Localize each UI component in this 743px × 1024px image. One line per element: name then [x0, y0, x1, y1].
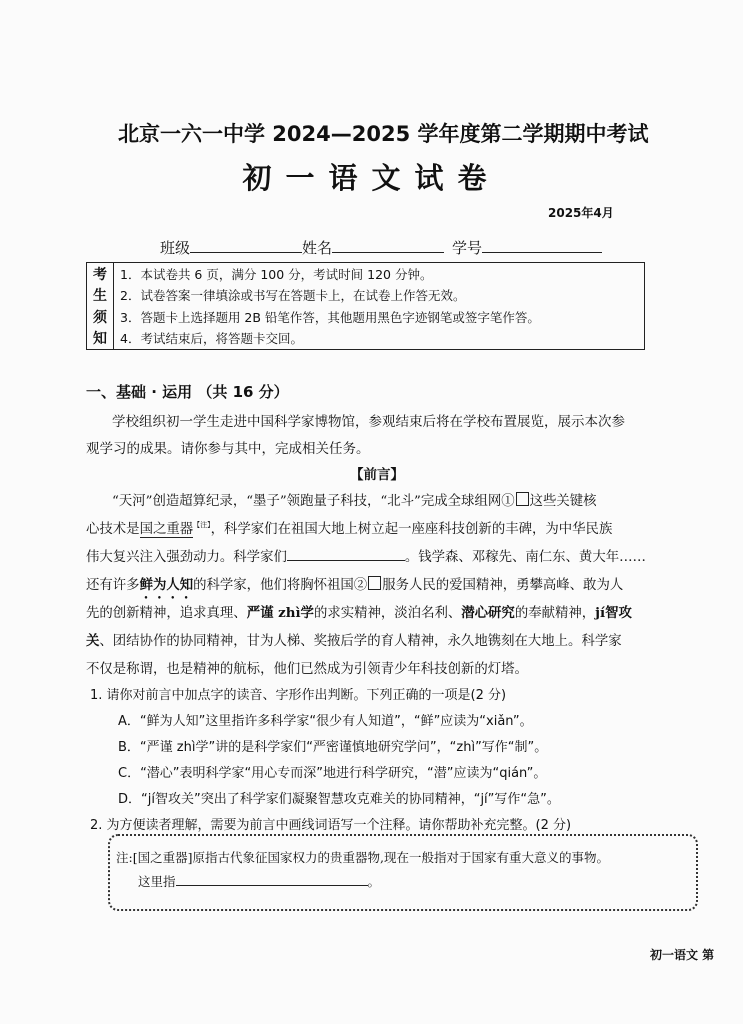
dotted-word: 潜心研究 — [461, 605, 515, 621]
section-heading: 一、基础 · 运用 （共 16 分） — [86, 383, 289, 401]
preface-text: 先的创新精神，追求真理、 — [86, 606, 247, 621]
option-d[interactable]: D．“jí智攻关”突出了科学家们凝聚智慧攻克难关的协同精神，“jí”写作“急”。 — [118, 792, 560, 807]
paper-title: 初一语文试卷 — [242, 161, 501, 195]
page-footer: 初一语文 第 — [650, 948, 715, 962]
preface-text: 心技术是 — [86, 522, 140, 537]
class-field[interactable] — [190, 238, 302, 253]
preface-line — [86, 574, 623, 602]
preface-text: 还有许多 — [86, 578, 140, 593]
annotation-prefix: 这里指 — [138, 874, 176, 889]
student-info-fields — [160, 237, 602, 258]
annotation-answer-blank[interactable] — [176, 873, 368, 886]
preface-text: 的求实精神，淡泊名利、 — [313, 606, 462, 621]
dotted-word: 鲜为人知 — [139, 577, 194, 593]
notice-item: 4．考试结束后，将答题卡交回。 — [120, 331, 303, 347]
preface-title: 【前言】 — [350, 467, 404, 483]
notice-side-label — [87, 263, 114, 349]
preface-line — [86, 630, 622, 649]
dotted-word: jí智攻 — [595, 605, 632, 621]
preface-line — [86, 602, 632, 621]
preface-text: 的科学家，他们将胸怀祖国② — [193, 578, 368, 593]
annotation-answer-line — [138, 872, 380, 890]
notice-item: 2．试卷答案一律填涂或书写在答题卡上，在试卷上作答无效。 — [120, 288, 466, 304]
annotation-text: 注:[国之重器]原指古代象征国家权力的贵重器物,现在一般指对于国家有重大意义的事物。 — [116, 850, 609, 865]
punctuation-blank-2[interactable] — [368, 576, 381, 590]
note-marker: 【注】 — [193, 521, 211, 529]
preface-line — [86, 546, 646, 565]
preface-text: 的奉献精神， — [514, 606, 596, 621]
name-field[interactable] — [332, 238, 444, 253]
dotted-word: 关 — [86, 633, 100, 649]
preface-line: 不仅是称谓，也是精神的航标，他们已然成为引领青少年科技创新的灯塔。 — [86, 662, 528, 677]
notice-item: 3．答题卡上选择题用 2B 铅笔作答，其他题用黑色字迹钢笔或签字笔作答。 — [120, 309, 540, 325]
notice-item: 1．本试卷共 6 页，满分 100 分，考试时间 120 分钟。 — [120, 266, 433, 282]
preface-text: “天河”创造超算纪录，“墨子”领跑量子科技，“北斗”完成全球组网① — [112, 494, 515, 509]
annotation-suffix: 。 — [367, 874, 381, 889]
question-1-stem: 1. 请你对前言中加点字的读音、字形作出判断。下列正确的一项是(2 分) — [90, 688, 507, 703]
preface-line — [86, 518, 612, 537]
fill-in-blank[interactable] — [287, 548, 405, 561]
school-exam-title: 北京一六一中学 2024—2025 学年度第二学期期中考试 — [118, 122, 649, 146]
name-label: 姓名 — [302, 239, 333, 257]
underlined-term: 国之重器 — [139, 522, 194, 537]
notice-char: 考 — [93, 266, 107, 283]
preface-text: 。钱学森、邓稼先、南仁东、黄大年…… — [404, 550, 646, 565]
dotted-word: 严谨 zhì学 — [246, 605, 314, 621]
preface-text: 这些关键核 — [529, 494, 597, 509]
question-2-stem: 2. 为方便读者理解，需要为前言中画线词语写一个注释。请你帮助补充完整。(2 分) — [90, 818, 572, 833]
student-id-field[interactable] — [482, 238, 602, 253]
notice-items — [114, 263, 644, 349]
notice-char: 须 — [93, 309, 107, 326]
preface-text: 伟大复兴注入强劲动力。科学家们 — [86, 550, 287, 565]
exam-date: 2025年4月 — [548, 206, 614, 220]
preface-line — [112, 490, 597, 509]
student-id-label: 学号 — [452, 239, 483, 257]
option-b[interactable]: B．“严谨 zhì学”讲的是科学家们“严密谨慎地研究学问”，“zhì”写作“制”。 — [118, 740, 548, 755]
notice-char: 生 — [93, 288, 107, 305]
punctuation-blank-1[interactable] — [516, 492, 529, 506]
class-label: 班级 — [160, 239, 191, 257]
option-c[interactable]: C．“潜心”表明科学家“用心专而深”地进行科学研究，“潜”应读为“qián”。 — [118, 766, 547, 781]
intro-line: 学校组织初一学生走进中国科学家博物馆，参观结束后将在学校布置展览，展示本次参 — [112, 414, 625, 430]
preface-text: 服务人民的爱国精神，勇攀高峰、敢为人 — [382, 578, 624, 593]
notice-char: 知 — [93, 331, 107, 348]
intro-line: 观学习的成果。请你参与其中，完成相关任务。 — [86, 441, 370, 457]
exam-notice-box — [86, 262, 645, 350]
option-a[interactable]: A．“鲜为人知”这里指许多科学家“很少有人知道”，“鲜”应读为“xiǎn”。 — [118, 714, 533, 729]
preface-text: ，科学家们在祖国大地上树立起一座座科技创新的丰碑，为中华民族 — [210, 522, 613, 537]
preface-text: 、团结协作的协同精神，甘为人梯、奖掖后学的育人精神，永久地镌刻在大地上。科学家 — [99, 634, 622, 649]
